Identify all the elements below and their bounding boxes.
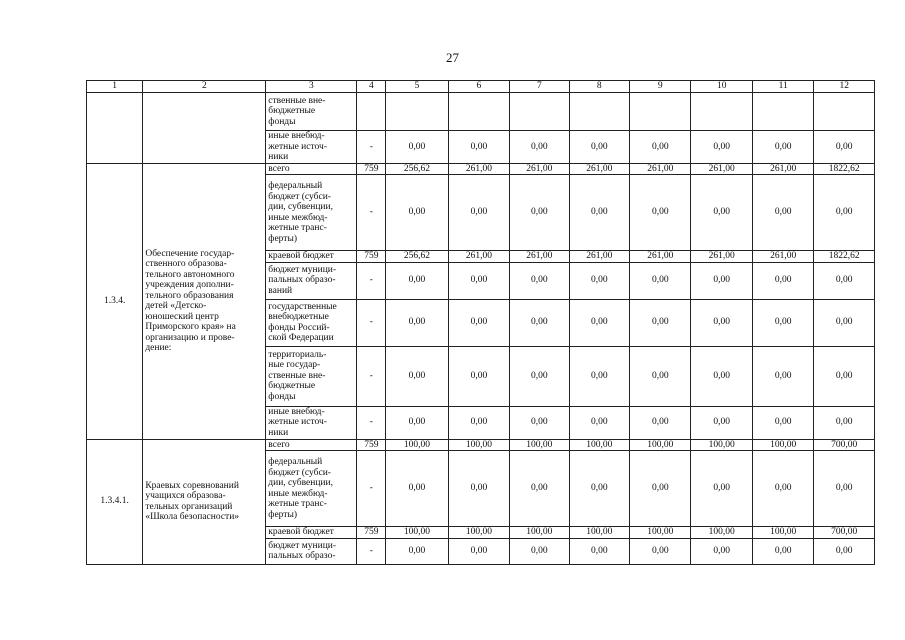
year-value: 0,00 [386, 346, 449, 406]
total-value: 0,00 [814, 175, 875, 251]
year-value: 0,00 [630, 131, 691, 164]
column-number: 6 [448, 81, 509, 93]
year-value: 261,00 [630, 163, 691, 175]
year-value: 0,00 [691, 451, 752, 527]
year-value: 0,00 [510, 131, 569, 164]
year-value [448, 93, 509, 131]
item-code [87, 93, 143, 164]
total-value: 0,00 [814, 131, 875, 164]
year-value: 100,00 [752, 527, 813, 539]
year-value [630, 93, 691, 131]
budget-code: - [357, 406, 386, 439]
year-value: 0,00 [569, 262, 629, 299]
funding-source: иные внебюд- жетные источ- ники [266, 406, 357, 439]
year-value: 0,00 [752, 262, 813, 299]
budget-code: - [357, 175, 386, 251]
column-number: 9 [630, 81, 691, 93]
year-value: 100,00 [386, 527, 449, 539]
year-value: 261,00 [630, 251, 691, 263]
year-value: 0,00 [630, 451, 691, 527]
year-value: 261,00 [569, 251, 629, 263]
column-number: 2 [143, 81, 266, 93]
year-value: 0,00 [386, 299, 449, 346]
year-value: 100,00 [569, 439, 629, 451]
table-row [87, 439, 875, 451]
year-value: 100,00 [569, 527, 629, 539]
year-value: 0,00 [386, 451, 449, 527]
year-value: 0,00 [630, 346, 691, 406]
year-value: 0,00 [510, 406, 569, 439]
year-value: 261,00 [752, 163, 813, 175]
table-row [87, 163, 875, 175]
year-value [386, 93, 449, 131]
funding-source: всего [266, 163, 357, 175]
budget-code: 759 [357, 163, 386, 175]
item-name: Обеспечение государ- ственного образова- тельного автономного учреждения дополни- тельного образования детей «Детско- юношеский центр Приморского края» на организацию и прове- дение: [143, 163, 266, 439]
budget-code: 759 [357, 439, 386, 451]
year-value: 0,00 [752, 406, 813, 439]
budget-table [86, 80, 875, 565]
funding-source: территориаль- ные государ- ственные вне- бюджетные фонды [266, 346, 357, 406]
year-value: 100,00 [630, 439, 691, 451]
total-value: 700,00 [814, 439, 875, 451]
year-value: 261,00 [752, 251, 813, 263]
page-number: 27 [446, 50, 459, 65]
year-value: 0,00 [569, 451, 629, 527]
year-value: 0,00 [569, 406, 629, 439]
total-value: 1822,62 [814, 251, 875, 263]
column-number: 5 [386, 81, 449, 93]
year-value: 261,00 [510, 163, 569, 175]
budget-code: - [357, 262, 386, 299]
budget-code: - [357, 346, 386, 406]
funding-source: бюджет муници- пальных образо- [266, 538, 357, 564]
year-value: 0,00 [448, 346, 509, 406]
year-value: 0,00 [691, 346, 752, 406]
year-value: 100,00 [510, 527, 569, 539]
year-value: 0,00 [691, 538, 752, 564]
year-value: 256,62 [386, 163, 449, 175]
budget-code: 759 [357, 527, 386, 539]
budget-code: - [357, 538, 386, 564]
year-value [752, 93, 813, 131]
item-name: Краевых соревнований учащихся образова- тельных организаций «Школа безопасности» [143, 439, 266, 564]
year-value: 261,00 [510, 251, 569, 263]
funding-source: всего [266, 439, 357, 451]
year-value: 0,00 [691, 262, 752, 299]
budget-code [357, 93, 386, 131]
item-code: 1.3.4. [87, 163, 143, 439]
total-value [814, 93, 875, 131]
year-value: 0,00 [386, 131, 449, 164]
year-value: 0,00 [691, 299, 752, 346]
year-value: 0,00 [448, 299, 509, 346]
year-value: 261,00 [448, 163, 509, 175]
year-value: 0,00 [630, 538, 691, 564]
column-number: 8 [569, 81, 629, 93]
budget-code: - [357, 299, 386, 346]
funding-source: государственные внебюджетные фонды Россий- ской Федерации [266, 299, 357, 346]
year-value: 100,00 [691, 527, 752, 539]
budget-code: 759 [357, 251, 386, 263]
total-value: 0,00 [814, 406, 875, 439]
year-value: 0,00 [510, 299, 569, 346]
year-value: 100,00 [510, 439, 569, 451]
year-value: 0,00 [510, 262, 569, 299]
year-value: 0,00 [569, 538, 629, 564]
total-value: 0,00 [814, 299, 875, 346]
year-value: 261,00 [691, 251, 752, 263]
year-value: 100,00 [448, 439, 509, 451]
year-value: 0,00 [630, 406, 691, 439]
budget-code: - [357, 131, 386, 164]
year-value: 0,00 [510, 346, 569, 406]
year-value: 0,00 [448, 262, 509, 299]
funding-source: федеральный бюджет (субси- дии, субвенции, иные межбюд- жетные транс- ферты) [266, 451, 357, 527]
funding-source: краевой бюджет [266, 251, 357, 263]
year-value: 0,00 [386, 538, 449, 564]
year-value: 0,00 [752, 346, 813, 406]
year-value: 0,00 [752, 175, 813, 251]
year-value: 0,00 [448, 131, 509, 164]
year-value: 0,00 [752, 451, 813, 527]
year-value: 0,00 [569, 299, 629, 346]
year-value: 0,00 [630, 299, 691, 346]
column-number: 11 [752, 81, 813, 93]
total-value: 700,00 [814, 527, 875, 539]
year-value: 100,00 [386, 439, 449, 451]
year-value: 100,00 [691, 439, 752, 451]
funding-source: иные внебюд- жетные источ- ники [266, 131, 357, 164]
column-number: 10 [691, 81, 752, 93]
year-value: 100,00 [752, 439, 813, 451]
year-value: 0,00 [510, 451, 569, 527]
year-value: 261,00 [448, 251, 509, 263]
year-value: 100,00 [630, 527, 691, 539]
year-value: 100,00 [448, 527, 509, 539]
year-value: 0,00 [448, 175, 509, 251]
year-value: 0,00 [386, 406, 449, 439]
year-value: 0,00 [448, 406, 509, 439]
year-value: 0,00 [448, 538, 509, 564]
year-value: 0,00 [510, 538, 569, 564]
funding-source: ственные вне- бюджетные фонды [266, 93, 357, 131]
column-number-row [87, 81, 875, 93]
year-value [569, 93, 629, 131]
table-body [87, 93, 875, 565]
column-number: 1 [87, 81, 143, 93]
year-value: 0,00 [691, 406, 752, 439]
total-value: 0,00 [814, 262, 875, 299]
year-value: 0,00 [752, 131, 813, 164]
column-number: 12 [814, 81, 875, 93]
total-value: 1822,62 [814, 163, 875, 175]
year-value: 0,00 [448, 451, 509, 527]
year-value: 261,00 [691, 163, 752, 175]
year-value: 0,00 [569, 346, 629, 406]
year-value [691, 93, 752, 131]
year-value: 256,62 [386, 251, 449, 263]
column-number: 3 [266, 81, 357, 93]
year-value: 0,00 [630, 175, 691, 251]
year-value: 0,00 [691, 131, 752, 164]
item-name [143, 93, 266, 164]
total-value: 0,00 [814, 538, 875, 564]
funding-source: краевой бюджет [266, 527, 357, 539]
year-value: 0,00 [691, 175, 752, 251]
budget-code: - [357, 451, 386, 527]
column-number: 7 [510, 81, 569, 93]
funding-source: бюджет муници- пальных образо- ваний [266, 262, 357, 299]
year-value: 0,00 [630, 262, 691, 299]
item-code: 1.3.4.1. [87, 439, 143, 564]
year-value: 261,00 [569, 163, 629, 175]
column-number: 4 [357, 81, 386, 93]
year-value: 0,00 [569, 175, 629, 251]
year-value: 0,00 [752, 299, 813, 346]
year-value: 0,00 [752, 538, 813, 564]
table-row [87, 93, 875, 131]
year-value [510, 93, 569, 131]
year-value: 0,00 [386, 262, 449, 299]
funding-source: федеральный бюджет (субси- дии, субвенции, иные межбюд- жетные транс- ферты) [266, 175, 357, 251]
year-value: 0,00 [569, 131, 629, 164]
year-value: 0,00 [510, 175, 569, 251]
year-value: 0,00 [386, 175, 449, 251]
total-value: 0,00 [814, 346, 875, 406]
total-value: 0,00 [814, 451, 875, 527]
